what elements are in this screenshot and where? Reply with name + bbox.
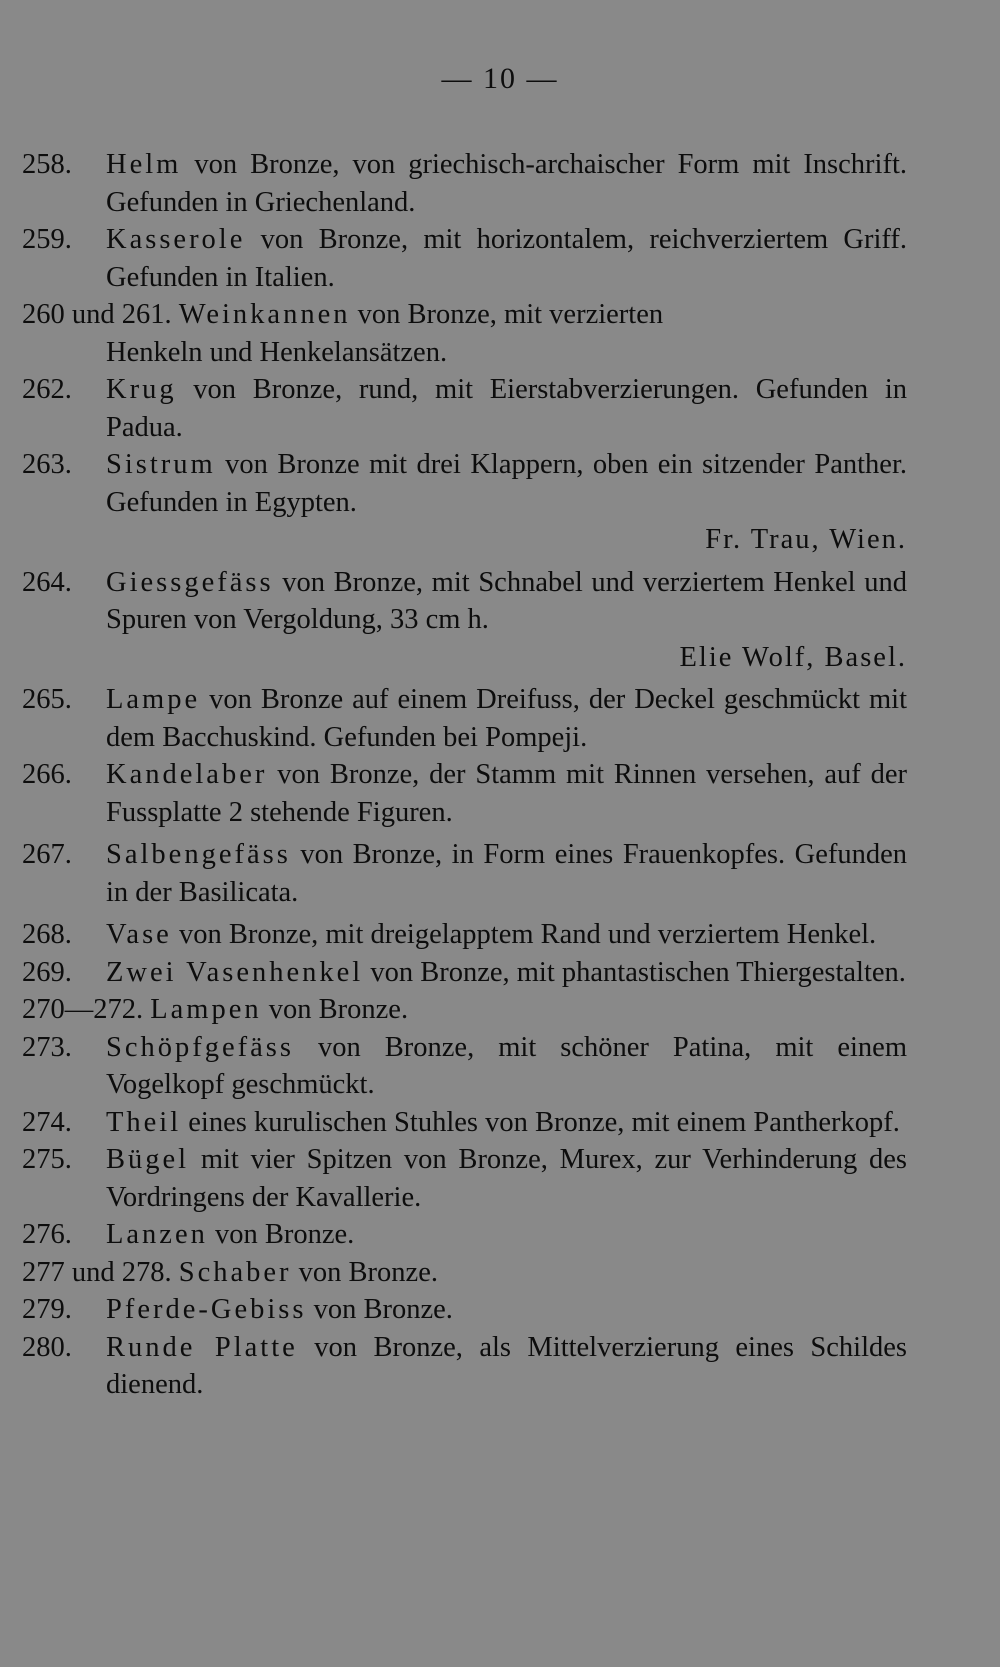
entry-title: Helm [106, 149, 182, 180]
entry-title: Kasserole [106, 224, 246, 255]
entry-number: 265. [22, 684, 72, 715]
entry-265 [22, 681, 907, 756]
entry-text: eines kurulischen Stuhles von Bronze, mit einem Pantherkopf. [181, 1106, 900, 1138]
entry-text: von Bronze. [306, 1294, 453, 1325]
entry-260-261 [22, 296, 907, 371]
entry-number: 279. [22, 1294, 72, 1325]
entry-267 [22, 836, 907, 911]
entry-title: Giessgefäss [106, 566, 274, 598]
entry-273 [22, 1029, 907, 1104]
entry-continuation: Henkeln und Henkelansätzen. [106, 336, 448, 368]
entry-title: Salbengefäss [106, 839, 291, 870]
entry-number: 259. [22, 224, 72, 255]
entry-title: Lampe [106, 684, 201, 715]
entry-263 [22, 446, 907, 559]
entry-text: von Bronze, in Form eines Frauenkopfes. Gefunden in der Basilicata. [106, 839, 907, 908]
entry-text: von Bronze. [291, 1256, 438, 1288]
entry-text: von Bronze auf einem Dreifuss, der Deckel geschmückt mit dem Bacchuskind. Gefunden bei Pompeji. [106, 684, 907, 753]
entry-number: 268. [22, 919, 72, 950]
entry-title: Schöpfgefäss [106, 1031, 294, 1063]
entry-259 [22, 221, 907, 296]
entry-number: 263. [22, 449, 72, 480]
entry-258 [22, 146, 907, 221]
entry-text: von Bronze, mit verzierten [350, 299, 664, 330]
entry-number: 267. [22, 839, 72, 870]
entry-title: Theil [106, 1106, 182, 1138]
entry-title: Pferde-Gebiss [106, 1294, 307, 1325]
entry-text: von Bronze. [207, 1219, 355, 1250]
entry-text: von Bronze, als Mittelverzierung eines Schildes dienend. [106, 1331, 907, 1400]
entry-text: mit vier Spitzen von Bronze, Murex, zur Verhinderung des Vordringens der Kavallerie. [106, 1144, 907, 1213]
entry-number: 264. [22, 566, 72, 598]
entry-text: von Bronze, mit Schnabel und verziertem Henkel und Spuren von Vergoldung, 33 cm h. [106, 566, 907, 635]
entry-provenance: Fr. Trau, Wien. [705, 524, 907, 555]
entry-text: von Bronze, mit horizontalem, reichverziertem Griff. Gefunden in Italien. [106, 224, 907, 293]
entry-268 [22, 916, 907, 954]
entry-text: von Bronze, von griechisch-archaischer Form mit Inschrift. Gefunden in Griechenland. [106, 149, 907, 218]
entry-text: von Bronze, mit phantastischen Thiergestalten. [363, 956, 906, 988]
entry-269 [22, 954, 907, 992]
entry-text: von Bronze, der Stamm mit Rinnen versehen, auf der Fussplatte 2 stehende Figuren. [106, 759, 907, 828]
entry-number: 276. [22, 1219, 72, 1250]
entry-title: Krug [106, 374, 177, 405]
entry-provenance: Elie Wolf, Basel. [679, 641, 907, 673]
entry-275 [22, 1141, 907, 1216]
entry-title: Kandelaber [106, 759, 268, 790]
entry-text: von Bronze mit drei Klappern, oben ein sitzender Panther. Gefunden in Egypten. [106, 449, 907, 518]
entry-262 [22, 371, 907, 446]
entry-number: 262. [22, 374, 72, 405]
entry-number: 258. [22, 149, 72, 180]
entry-title: Runde Platte [106, 1331, 298, 1363]
entry-title: Schaber [178, 1256, 292, 1288]
entry-270-272 [22, 991, 907, 1029]
catalogue-entries [22, 146, 907, 1404]
entry-number: 266. [22, 759, 72, 790]
entry-280 [22, 1329, 907, 1404]
entry-277-278 [22, 1254, 907, 1292]
entry-text: von Bronze, mit dreigelapptem Rand und verziertem Henkel. [171, 919, 877, 950]
entry-title: Zwei Vasenhenkel [106, 956, 364, 988]
entry-number: 275. [22, 1144, 72, 1175]
entry-number: 273. [22, 1031, 72, 1063]
entry-274 [22, 1104, 907, 1142]
entry-title: Lanzen [106, 1219, 208, 1250]
entry-number: 260 und 261. [22, 299, 179, 330]
entry-266 [22, 756, 907, 831]
entry-276 [22, 1216, 907, 1254]
page-number: — 10 — [441, 62, 559, 95]
entry-title: Sistrum [106, 449, 216, 480]
entry-number: 269. [22, 956, 72, 988]
entry-279 [22, 1291, 907, 1329]
entry-title: Vase [106, 919, 172, 950]
entry-text: von Bronze, rund, mit Eierstabverzierungen. Gefunden in Padua. [106, 374, 907, 443]
entry-number: 274. [22, 1106, 72, 1138]
entry-number: 280. [22, 1331, 72, 1363]
entry-title: Bügel [106, 1144, 190, 1175]
entry-264 [22, 564, 907, 677]
entry-text: von Bronze. [261, 994, 409, 1025]
entry-number: 277 und 278. [22, 1256, 179, 1288]
entry-text: von Bronze, mit schöner Patina, mit einem Vogelkopf geschmückt. [106, 1031, 907, 1100]
entry-title: Weinkannen [178, 299, 351, 330]
entry-title: Lampen [150, 994, 262, 1025]
entry-number: 270—272. [22, 994, 151, 1025]
